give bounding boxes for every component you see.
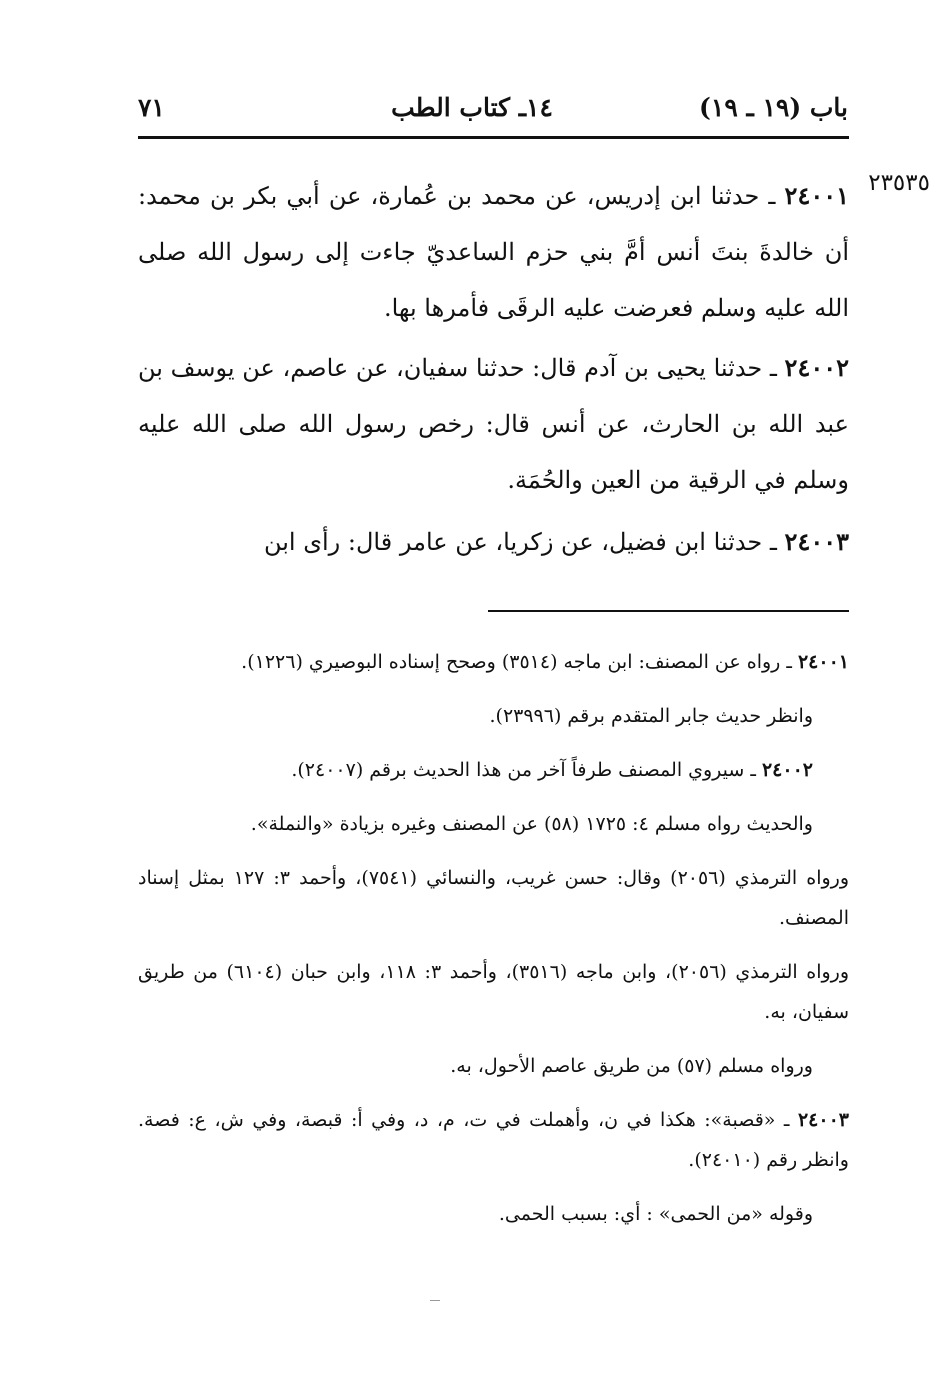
margin-reference-number: ٢٣٥٣٥	[868, 170, 930, 196]
section-heading: باب (١٩ ـ ١٩)	[699, 93, 848, 122]
hadith-text: ـ حدثنا ابن فضيل، عن زكريا، عن عامر قال: رأى ابن	[263, 528, 785, 556]
footnote: ٢٤٠٠٣ ـ «قصبة»: هكذا في ن، وأهملت في ت، م، د، وفي أ: قبصة، وفي ش، ع: فصة. وانظر رقم (٢٤٠١٠).	[138, 1109, 849, 1171]
footnote: ورواه الترمذي (٢٠٥٦)، وابن ماجه (٣٥١٦)، وأحمد ٣: ١١٨، وابن حبان (٦١٠٤) من طريق سفيان، به.	[138, 961, 849, 1023]
hadith-number: ٢٤٠٠١	[784, 181, 849, 210]
hadith-24002	[138, 340, 849, 508]
footnote-separator	[488, 610, 849, 612]
hadith-24003	[138, 514, 849, 570]
footnote: ورواه مسلم (٥٧) من طريق عاصم الأحول، به.	[450, 1055, 813, 1077]
hadith-24001	[138, 168, 849, 336]
header-rule	[138, 136, 849, 139]
hadith-text: ـ حدثنا ابن إدريس، عن محمد بن عُمارة، عن أبي بكر بن محمد: أن خالدةَ بنتَ أنس أمَّ بني حزم الساعديّ جاءت إلى رسول الله صلى الله عليه وسلم فعرضت عليه الرقَى فأمرها بها.	[138, 182, 849, 322]
hadith-number: ٢٤٠٠٢	[784, 353, 849, 382]
footnote: وانظر حديث جابر المتقدم برقم (٢٣٩٩٦).	[489, 705, 813, 727]
hadith-text: ـ حدثنا يحيى بن آدم قال: حدثنا سفيان، عن عاصم، عن يوسف بن عبد الله بن الحارث، عن أنس قال: رخص رسول الله صلى الله عليه وسلم في الرقية من العين والحُمَة.	[138, 354, 849, 494]
footnote: ورواه الترمذي (٢٠٥٦) وقال: حسن غريب، والنسائي (٧٥٤١)، وأحمد ٣: ١٢٧ بمثل إسناد المصنف.	[138, 867, 849, 929]
scan-mark	[430, 1300, 440, 1301]
footnote: وقوله «من الحمى» : أي: بسبب الحمى.	[498, 1203, 813, 1225]
footnote: والحديث رواه مسلم ٤: ١٧٢٥ (٥٨) عن المصنف وغيره بزيادة «والنملة».	[250, 813, 813, 835]
hadith-number: ٢٤٠٠٣	[784, 527, 849, 556]
footnotes	[138, 642, 849, 1248]
chapter-title: ١٤ـ كتاب الطب	[391, 93, 553, 122]
footnote: ٢٤٠٠١ ـ رواه عن المصنف: ابن ماجه (٣٥١٤) وصحح إسناده البوصيري (١٢٢٦).	[241, 651, 849, 673]
page-number: ٧١	[138, 93, 165, 122]
footnote: ٢٤٠٠٢ ـ سيروي المصنف طرفاً آخر من هذا الحديث برقم (٢٤٠٠٧).	[291, 759, 813, 781]
